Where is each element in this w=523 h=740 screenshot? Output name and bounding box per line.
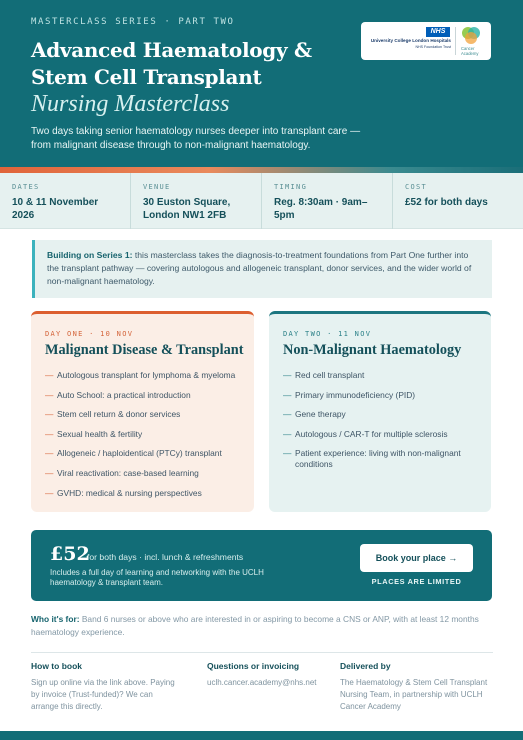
list-item: — Patient experience: living with non-malignant conditions <box>283 448 477 470</box>
contact-email-link[interactable]: uclh.cancer.academy@nhs.net <box>207 678 317 687</box>
audience-text <box>31 613 493 638</box>
uclh-subtitle: NHS Foundation Trust <box>415 45 451 49</box>
cancer-academy-name: Cancer Academy <box>461 46 479 56</box>
price-band <box>31 530 492 601</box>
page-title-line-2: Stem Cell Transplant <box>31 65 262 89</box>
partner-logos <box>361 22 491 60</box>
info-cost <box>392 173 523 229</box>
page-title-line-1: Advanced Haematology & <box>31 38 312 62</box>
questions-heading: Questions or invoicing <box>207 661 300 671</box>
day-two-topics <box>283 370 477 470</box>
questions-section <box>207 661 332 689</box>
footer-bar <box>0 731 523 740</box>
book-place-button[interactable]: Book your place → <box>360 544 473 572</box>
list-item: — Allogeneic / haploidentical (PTCy) transplant <box>45 448 240 459</box>
event-info-bar <box>0 173 523 229</box>
divider <box>31 652 493 653</box>
info-value: Reg. 8:30am · 9am–5pm <box>274 197 368 221</box>
price-note: for both days · incl. lunch & refreshments <box>87 552 244 562</box>
info-dates <box>0 173 130 229</box>
audience-description: Band 6 nurses or above who are interested in or aspiring to become a CNS or ANP, with at least 12 months haematology experience. <box>31 614 479 637</box>
list-item: — Gene therapy <box>283 409 477 420</box>
info-venue <box>130 173 261 229</box>
list-item: — Red cell transplant <box>283 370 477 381</box>
list-item: — Stem cell return & donor services <box>45 409 240 420</box>
series-note <box>32 240 492 298</box>
info-label: VENUE <box>143 183 171 191</box>
delivered-by-section <box>340 661 495 713</box>
places-limited-label: PLACES ARE LIMITED <box>371 577 462 586</box>
uclh-name: University College London Hospitals <box>370 38 451 43</box>
day-two-title: Non-Malignant Haematology <box>283 342 462 358</box>
day-one-title: Malignant Disease & Transplant <box>45 342 244 358</box>
info-label: COST <box>405 183 428 191</box>
info-value: 10 & 11 November 2026 <box>12 197 99 221</box>
intro-text: Two days taking senior haematology nurses deeper into transplant care — from malignant disease through to non-malignant haematology. <box>31 126 361 151</box>
note-text: this masterclass takes the diagnosis-to-treatment foundations from Part One further into the transplant pathway — covering autologous and allogeneic transplant, donor services, and the wider world of non-malignant haematology. <box>47 250 472 286</box>
list-item: — Sexual health & fertility <box>45 429 240 440</box>
info-timing <box>261 173 392 229</box>
day-one-label: DAY ONE · 10 NOV <box>45 330 134 338</box>
series-label: MASTERCLASS SERIES · PART TWO <box>31 17 235 27</box>
list-item: — GVHD: medical & nursing perspectives <box>45 488 240 499</box>
how-to-book-heading: How to book <box>31 661 82 671</box>
list-item: — Viral reactivation: case-based learning <box>45 468 240 479</box>
cancer-academy-logo-icon <box>459 25 483 47</box>
logo-divider <box>455 27 456 55</box>
price-description: Includes a full day of learning and networking with the UCLH haematology & transplant team. <box>50 568 264 587</box>
list-item: — Autologous transplant for lymphoma & myeloma <box>45 370 240 381</box>
nhs-logo: NHS <box>426 27 450 37</box>
delivered-by-text: The Haematology & Stem Cell Transplant Nursing Team, in partnership with UCLH Cancer Academy <box>340 678 488 711</box>
day-two-label: DAY TWO · 11 NOV <box>283 330 372 338</box>
info-label: DATES <box>12 183 40 191</box>
note-lead: Building on Series 1: <box>47 250 133 260</box>
info-value: 30 Euston Square, London NW1 2FB <box>143 197 231 221</box>
day-two-card <box>269 311 491 512</box>
list-item: — Primary immunodeficiency (PID) <box>283 390 477 401</box>
audience-lead: Who it's for: <box>31 614 80 624</box>
info-label: TIMING <box>274 183 308 191</box>
price-amount: £52 <box>50 543 90 565</box>
page-subtitle: Nursing Masterclass <box>31 91 230 117</box>
list-item: — Autologous / CAR-T for multiple sclerosis <box>283 429 477 440</box>
delivered-by-heading: Delivered by <box>340 661 391 671</box>
info-value: £52 for both days <box>405 197 488 208</box>
day-one-topics <box>45 370 240 499</box>
day-one-card <box>31 311 254 512</box>
how-to-book-section <box>31 661 191 713</box>
header-banner <box>0 0 523 167</box>
how-to-book-text: Sign up online via the link above. Paying by invoice (Trust-funded)? We can arrange this directly. <box>31 678 175 711</box>
list-item: — Auto School: a practical introduction <box>45 390 240 401</box>
